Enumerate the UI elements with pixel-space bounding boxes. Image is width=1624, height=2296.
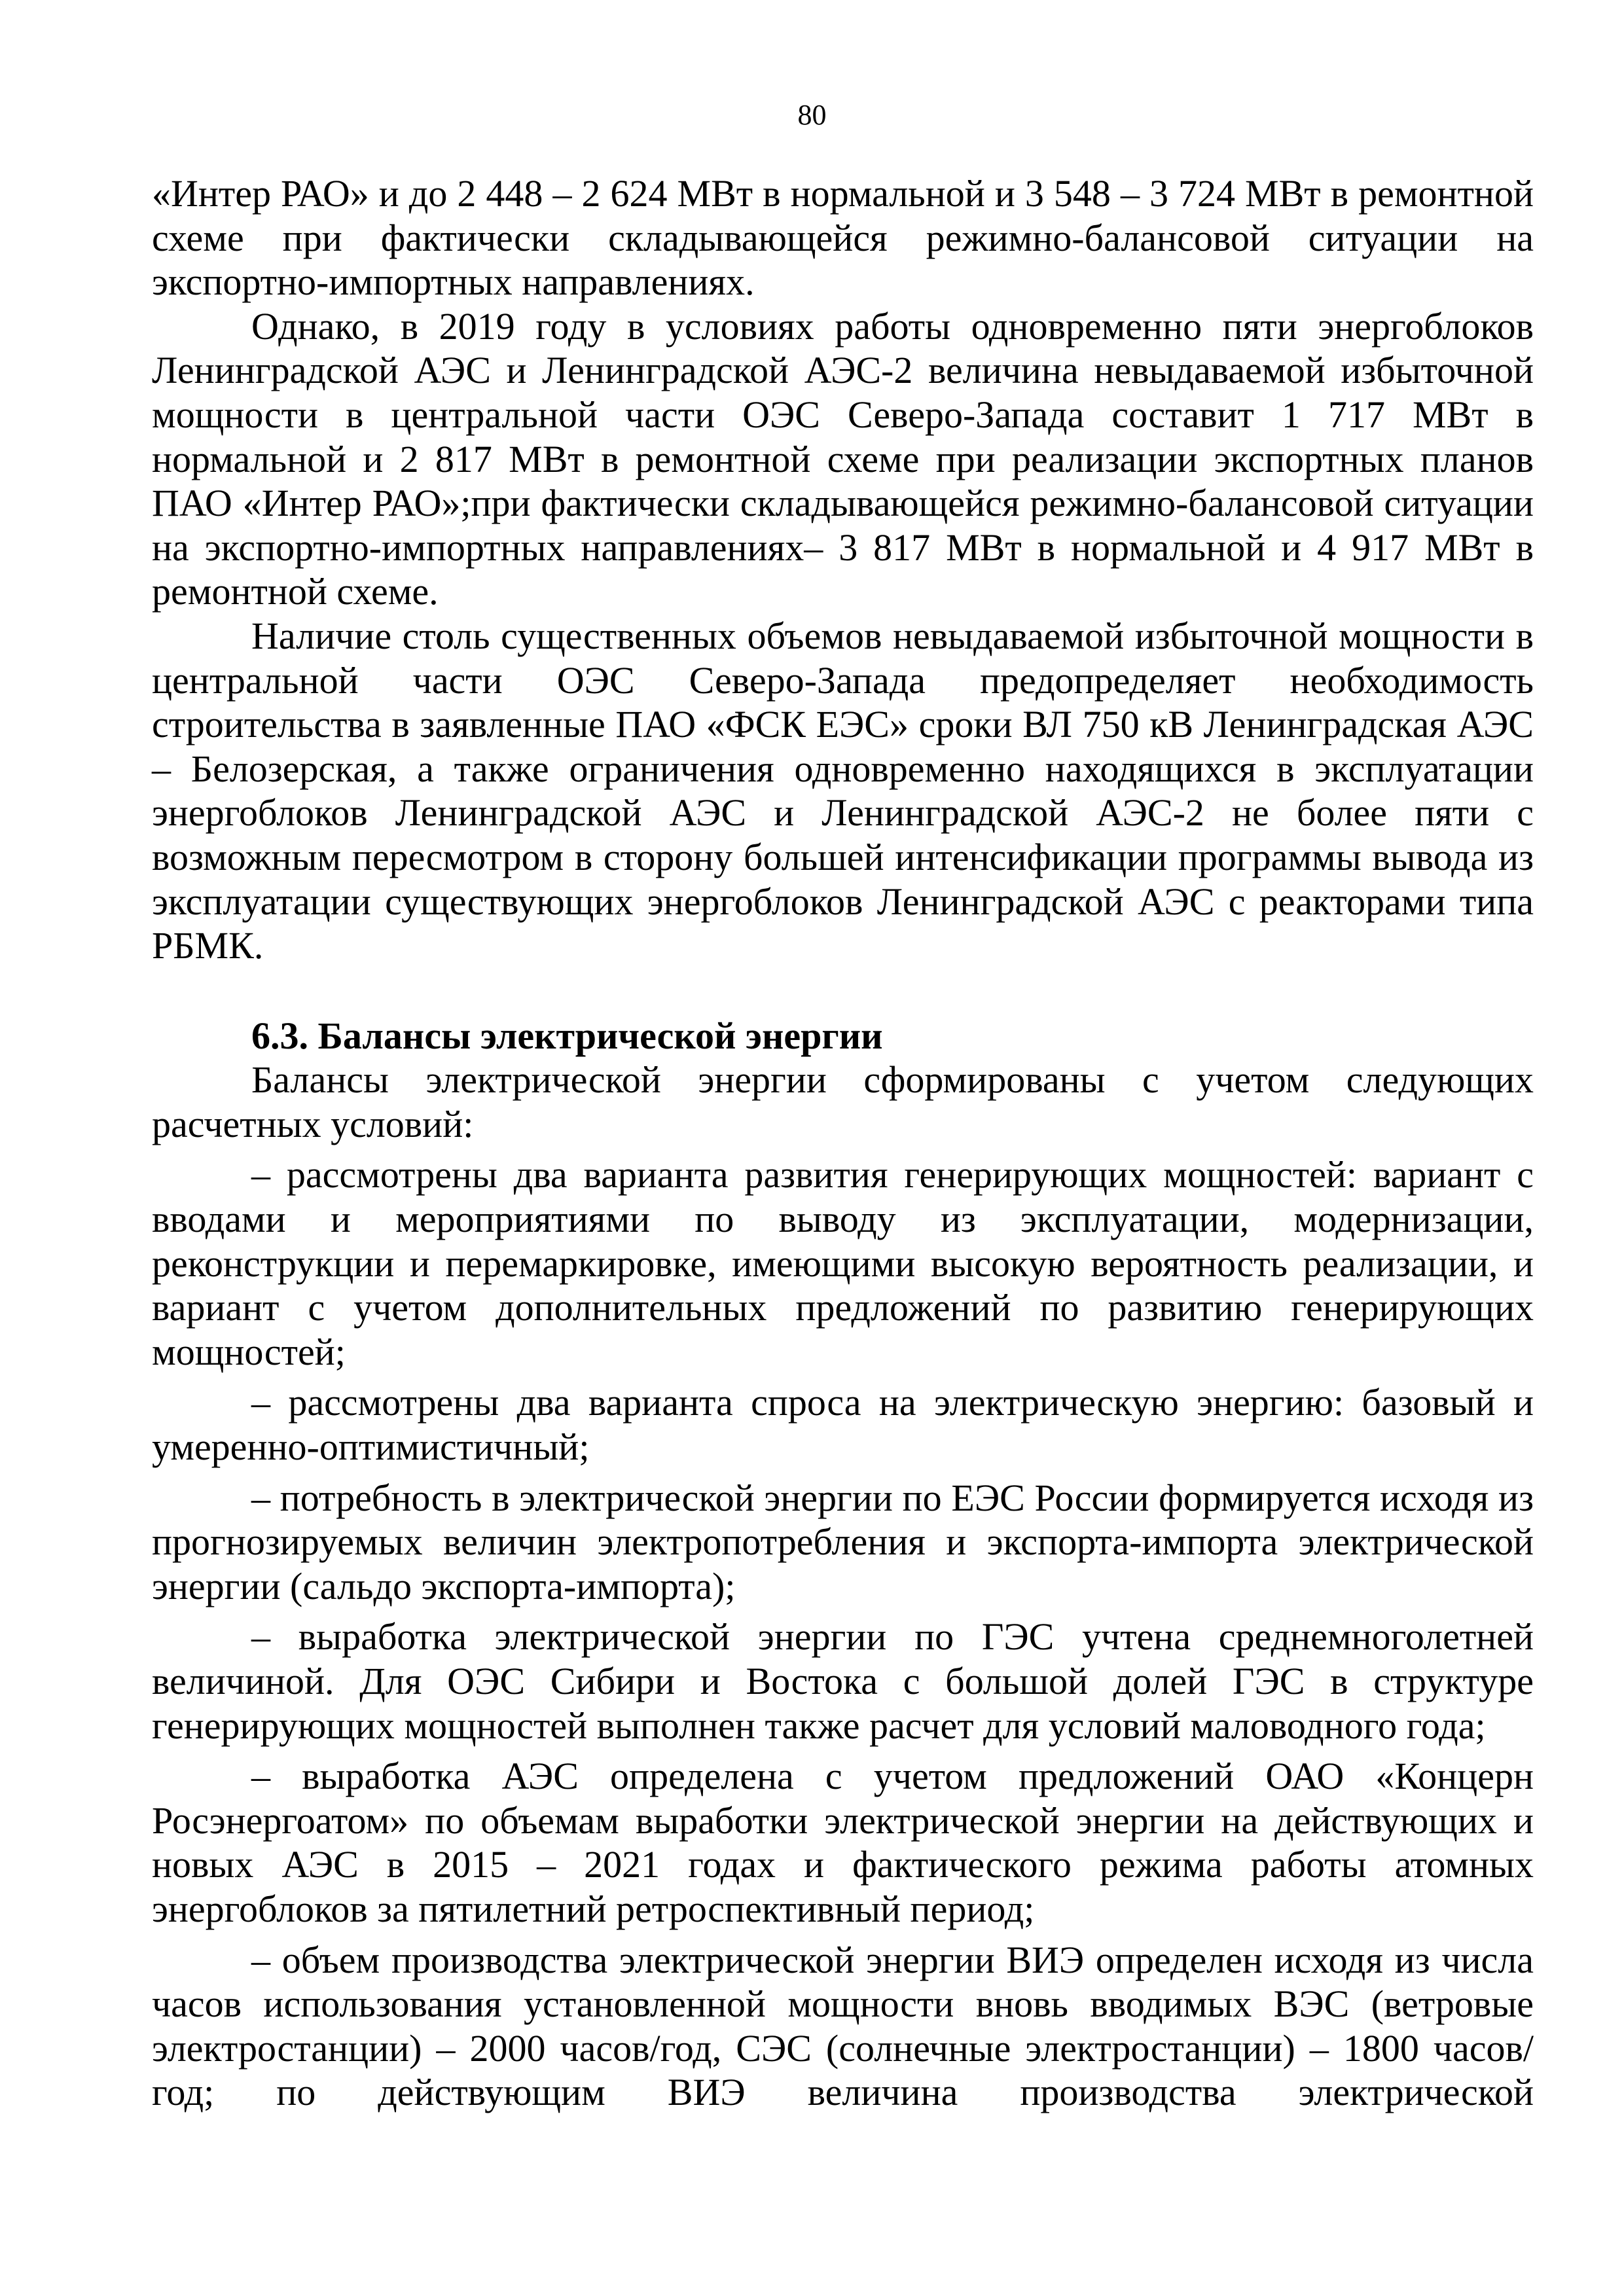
page-body [152,171,1534,2115]
section-heading: 6.3. Балансы электрической энергии [251,1014,883,1057]
list-item-renewables-output: – объем производства электрической энергии ВИЭ определен исходя из числа часов использования установленной мощности вновь вводимых ВЭС (ветровые электростанции) – 2000 часов/год, СЭС (солнечные электростанции) – 1800 часов/год; по действующим ВИЭ величина производства электрической [152,1938,1534,2114]
paragraph-excess-capacity: Наличие столь существенных объемов невыдаваемой избыточной мощности в центральной части ОЭС Северо-Запада предопределяет необходимость строительства в заявленные ПАО «ФСК ЕЭС» сроки ВЛ 750 кВ Ленинградская АЭС – Белозерская, а также ограничения одновременно находящихся в эксплуатации энергоблоков Ленинградской АЭС и Ленинградской АЭС-2 не более пяти с возможным пересмотром в сторону большей интенсификации программы вывода из эксплуатации существующих энергоблоков Ленинградской АЭС с реакторами типа РБМК. [152,614,1534,967]
list-item-demand-variants: – рассмотрены два варианта спроса на электрическую энергию: базовый и умеренно-оптимистичный; [152,1381,1534,1469]
paragraph-leningrad-npp: Однако, в 2019 году в условиях работы одновременно пяти энергоблоков Ленинградской АЭС и Ленинградской АЭС-2 величина невыдаваемой избыточной мощности в центральной части ОЭС Северо-Запада составит 1 717 МВт в нормальной и 2 817 МВт в ремонтной схеме при реализации экспортных планов ПАО «Интер РАО»;при фактически складывающейся режимно-балансовой ситуации на экспортно-импортных направлениях– 3 817 МВт в нормальной и 4 917 МВт в ремонтной схеме. [152,304,1534,613]
paragraph-continuation: «Интер РАО» и до 2 448 – 2 624 МВт в нормальной и 3 548 – 3 724 МВт в ремонтной схеме при фактически складывающейся режимно-балансовой ситуации на экспортно-импортных направлениях. [152,172,1534,304]
list-item-energy-demand: – потребность в электрической энергии по ЕЭС России формируется исходя из прогнозируемых величин электропотребления и экспорта-импорта электрической энергии (сальдо экспорта-импорта); [152,1476,1534,1607]
list-item-hydro-output: – выработка электрической энергии по ГЭС учтена среднемноголетней величиной. Для ОЭС Сибири и Востока с большой долей ГЭС в структуре генерирующих мощностей выполнен также расчет для условий маловодного года; [152,1615,1534,1747]
list-item-generation-variants: – рассмотрены два варианта развития генерирующих мощностей: вариант с вводами и мероприятиями по выводу из эксплуатации, модернизации, реконструкции и перемаркировке, имеющими высокую вероятность реализации, и вариант с учетом дополнительных предложений по развитию генерирующих мощностей; [152,1153,1534,1373]
section-intro: Балансы электрической энергии сформированы с учетом следующих расчетных условий: [152,1058,1534,1145]
list-item-nuclear-output: – выработка АЭС определена с учетом предложений ОАО «Концерн Росэнергоатом» по объемам выработки электрической энергии на действующих и новых АЭС в 2015 – 2021 годах и фактического режима работы атомных энергоблоков за пятилетний ретроспективный период; [152,1755,1534,1930]
page-number: 80 [797,99,827,131]
